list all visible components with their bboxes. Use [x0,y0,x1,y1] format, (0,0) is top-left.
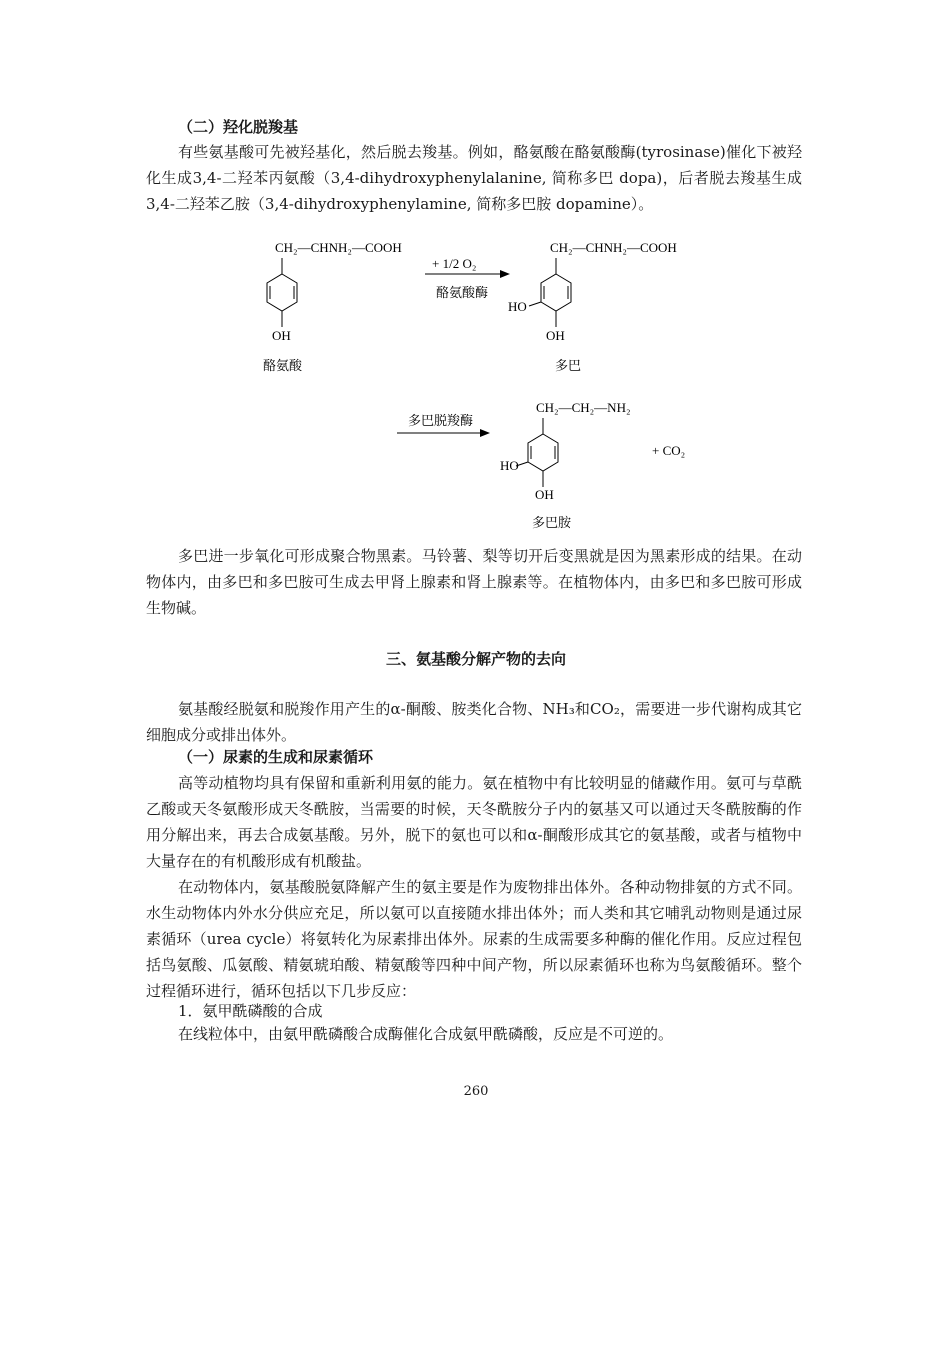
dopa-meta-hydroxyl: HO [508,299,527,314]
dopamine-benzene-ring [528,434,558,471]
dopamine-side-chain: CH₂—CH₂—NH₂ [536,400,631,415]
section-title-fate: 三、氨基酸分解产物的去向 [385,650,566,668]
arrow1-head [500,270,510,278]
dopa-para-hydroxyl: OH [546,328,565,343]
paragraph-hydroxylation-intro: 有些氨基酸可先被羟基化，然后脱去羧基。例如，酪氨酸在酪氨酸酶(tyrosinase)催化下被羟化生成3,4-二羟苯丙氨酸（3,4-dihydroxyphenylalanine, 简称多巴 dopa)，后者脱去羧基生成3,4-二羟苯乙胺（3,4-dihydroxyphenylamine, 简称多巴胺 dopamine）。 [146,143,802,213]
page-number: 260 [463,1084,489,1099]
dopamine-meta-hydroxyl: HO [500,458,519,473]
section-heading-hydroxylation: （二）羟化脱羧基 [178,118,299,136]
tyrosine-hydroxyl: OH [272,328,291,343]
paragraph-ammonia-reuse: 高等动植物均具有保留和重新利用氨的能力。氨在植物中有比较明显的储藏作用。氨可与草酰乙酸或天冬氨酸形成天冬酰胺，当需要的时候，天冬酰胺分子内的氨基又可以通过天冬酰胺酶的作用分解出来，再去合成氨基酸。另外，脱下的氨也可以和α-酮酸形成其它的氨基酸，或者与植物中大量存在的有机酸形成有机酸盐。 [146,774,802,870]
dopamine-label: 多巴胺 [532,515,572,530]
arrow1-reagent: + 1/2 O₂ [432,256,477,271]
paragraph-carbamoyl-synthesis: 在线粒体中，由氨甲酰磷酸合成酶催化合成氨甲酰磷酸，反应是不可逆的。 [178,1025,674,1043]
paragraph-fate-intro: 氨基酸经脱氨和脱羧作用产生的α-酮酸、胺类化合物、NH₃和CO₂，需要进一步代谢构成其它细胞成分或排出体外。 [146,700,802,744]
dopa-benzene-ring [541,274,571,311]
arrow1-enzyme: 酪氨酸酶 [436,285,489,300]
paragraph-melanin: 多巴进一步氧化可形成聚合物黑素。马铃薯、梨等切开后变黑就是因为黑素形成的结果。在动物体内，由多巴和多巴胺可生成去甲肾上腺素和肾上腺素等。在植物体内，由多巴和多巴胺可形成生物碱。 [146,547,802,617]
list-item-carbamoyl-phosphate: 1．氨甲酰磷酸的合成 [178,1002,323,1020]
dopa-label: 多巴 [555,358,582,373]
paragraph-urea-cycle: 在动物体内，氨基酸脱氨降解产生的氨主要是作为废物排出体外。各种动物排氨的方式不同。水生动物体内外水分供应充足，所以氨可以直接随水排出体外；而人类和其它哺乳动物则是通过尿素循环（urea cycle）将氨转化为尿素排出体外。尿素的生成需要多种酶的催化作用。反应过程包括鸟氨酸、瓜氨酸、精氨琥珀酸、精氨酸等四种中间产物，所以尿素循环也称为鸟氨酸循环。整个过程循环进行，循环包括以下几步反应： [146,878,802,1000]
dopamine-para-hydroxyl: OH [535,487,554,502]
arrow2-head [480,429,490,437]
tyrosine-benzene-ring [267,274,297,311]
arrow2-enzyme: 多巴脱羧酶 [408,413,474,428]
reaction-scheme [0,230,952,540]
tyrosine-label: 酪氨酸 [263,358,303,373]
subsection-heading-urea: （一）尿素的生成和尿素循环 [178,748,374,766]
dopa-side-chain: CH₂—CHNH₂—COOH [550,240,677,255]
tyrosine-side-chain: CH₂—CHNH₂—COOH [275,240,402,255]
carbon-dioxide-product: + CO₂ [652,443,686,458]
